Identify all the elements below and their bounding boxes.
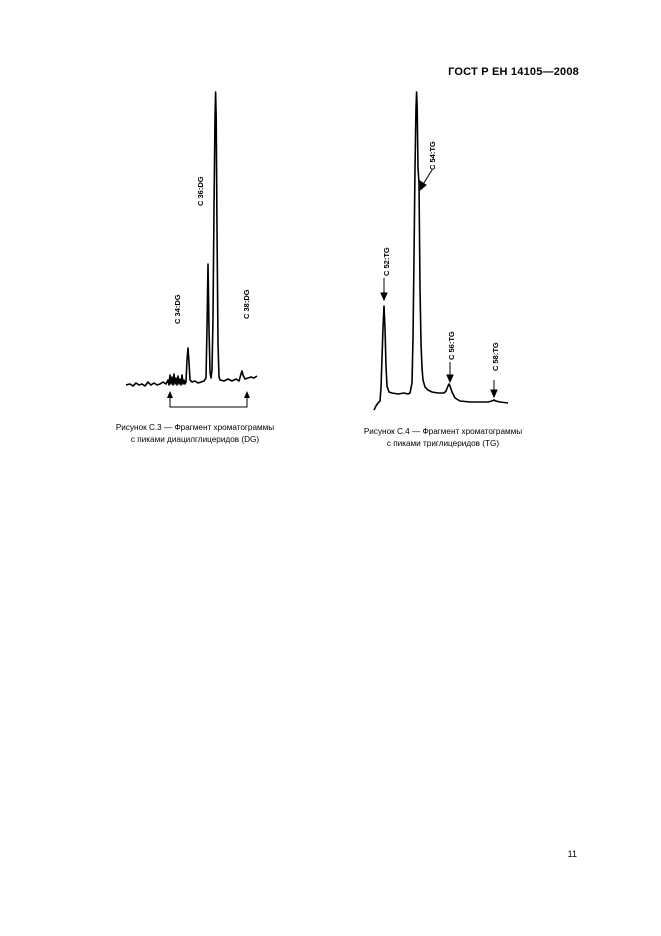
tg-arrow-c52: [381, 278, 387, 300]
dg-bracket-arrow-right: [244, 391, 250, 398]
figure-c3-caption-line2: с пиками диацилглицеридов (DG): [130, 435, 260, 444]
tg-chromatogram-trace: [374, 92, 508, 410]
peak-label-c38-dg: C 38:DG: [242, 289, 251, 319]
tg-arrow-c56: [447, 362, 453, 382]
page-number: 11: [567, 849, 577, 859]
document-header: ГОСТ Р ЕН 14105—2008: [448, 66, 579, 78]
dg-range-bracket: [170, 393, 247, 407]
peak-label-c58-tg: C 58:TG: [491, 342, 500, 371]
tg-arrow-c54: [420, 170, 432, 190]
figure-c4-chromatogram: [360, 88, 520, 418]
peak-label-c52-tg: C 52:TG: [382, 247, 391, 276]
tg-arrow-c58: [491, 380, 497, 397]
peak-label-c34-dg: C 34:DG: [173, 294, 182, 324]
figure-c4-caption-line1: Рисунок С.4 — Фрагмент хроматограммы: [363, 427, 523, 436]
peak-label-c36-dg: C 36:DG: [196, 176, 205, 206]
figure-c3-caption-line1: Рисунок С.3 — Фрагмент хроматограммы: [115, 423, 275, 432]
figure-c4-caption-line2: с пиками триглицеридов (TG): [386, 439, 500, 448]
figure-c3-caption: [90, 422, 300, 446]
peak-label-c56-tg: C 56:TG: [447, 331, 456, 360]
figure-c4-caption: [338, 426, 548, 450]
figure-c3-chromatogram: [110, 88, 280, 418]
dg-chromatogram-trace: [126, 92, 257, 386]
peak-label-c54-tg: C 54:TG: [428, 141, 437, 170]
dg-bracket-arrow-left: [167, 391, 173, 398]
